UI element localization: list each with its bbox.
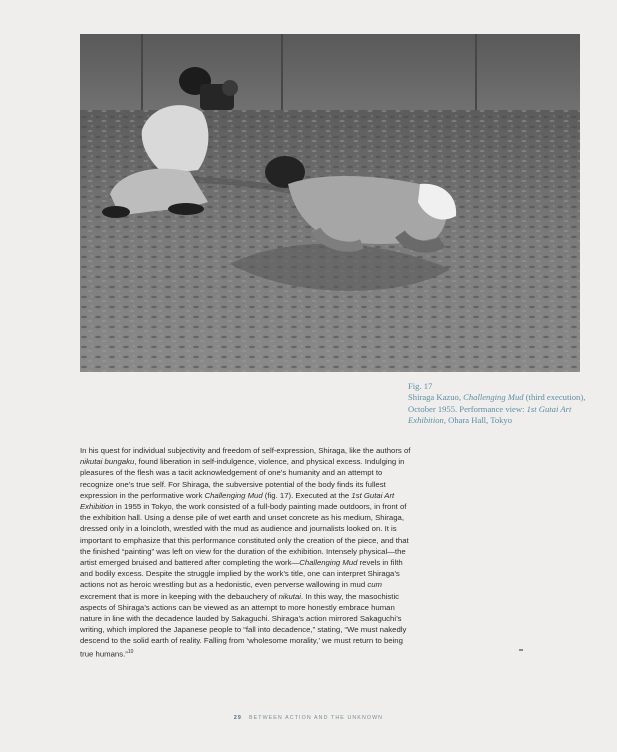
body-text-run: revels in filth and bodily excess. Despite the struggle implied by the work’s title, one can interpret Shiraga’s actions not as heroic wrestling but as a hedonistic, even perverse wallowing in mud	[80, 558, 403, 590]
figure-caption	[408, 381, 588, 427]
body-text-run: (fig. 17). Executed at the	[262, 490, 352, 500]
figure-label: Fig. 17	[408, 381, 433, 391]
caption-venue: , Ohara Hall, Tokyo	[443, 415, 513, 426]
body-italic-run: nikutai	[278, 591, 301, 601]
running-title: BETWEEN ACTION AND THE UNKNOWN	[248, 715, 384, 721]
body-text-run: excrement that is more in keeping with the debauchery of	[80, 591, 279, 601]
body-italic-run: Challenging Mud	[204, 490, 263, 500]
body-text-run: , found liberation in self-indulgence, violence, and physical excess. Indulging in pleasures of the flesh was a tacit acknowledgement of one’s humanity and an attempt to recognize one’s true self. For Shiraga, the subversive potential of the body finds its fullest expression in the performative work	[80, 457, 405, 500]
caption-title: Challenging Mud	[463, 392, 524, 403]
caption-exhibition: 1st Gutai Art Exhibition	[408, 403, 572, 426]
body-italic-run: 1st Gutai Art Exhibition	[80, 490, 395, 512]
body-text-run: in 1955 in Tokyo, the work consisted of a full-body painting made outdoors, in front of the exhibition hall. Using a dense pile of wet earth and unset concrete as his medium, Shiraga, dressed only in a loincloth, wrestled with the mud as audience and journalists looked on. It is important to emphasize that this performance constituted only the creation of the piece, and that the finished “painting” was left on view for the duration of the exhibition. Intensely physical—the artist emerged bruised and battered after completing the work—	[80, 502, 409, 568]
body-italic-run: Challenging Mud	[299, 558, 358, 568]
page-speck	[519, 649, 523, 651]
body-italic-run: nikutai bungaku	[80, 457, 135, 467]
page-number: 29	[233, 715, 242, 721]
caption-author: Shiraga Kazuo,	[408, 392, 464, 403]
photograph-icon	[80, 34, 580, 372]
caption-details: (third execution), October 1955. Performance view:	[408, 392, 586, 414]
performance-photograph	[80, 34, 580, 372]
body-text-run: . In this way, the masochistic aspects of Shiraga’s actions can be viewed as an attempt to more honestly embrace human nature in line with the decadence lauded by Sakaguchi. Shiraga’s action mirrored Sakaguchi’s writing, which implored the Japanese people to “fall into decadence,” stating, “We must nakedly descend to the solid earth of reality. Falling from ‘wholesome morality,’ we must return to being true humans.”	[80, 591, 407, 659]
footnote-reference: 10	[127, 648, 134, 655]
page-footer	[0, 715, 617, 721]
body-paragraph	[80, 445, 412, 659]
body-text-run: In his quest for individual subjectivity and freedom of self-expression, Shiraga, like the authors of	[80, 446, 411, 455]
body-italic-run: cum	[367, 580, 382, 590]
